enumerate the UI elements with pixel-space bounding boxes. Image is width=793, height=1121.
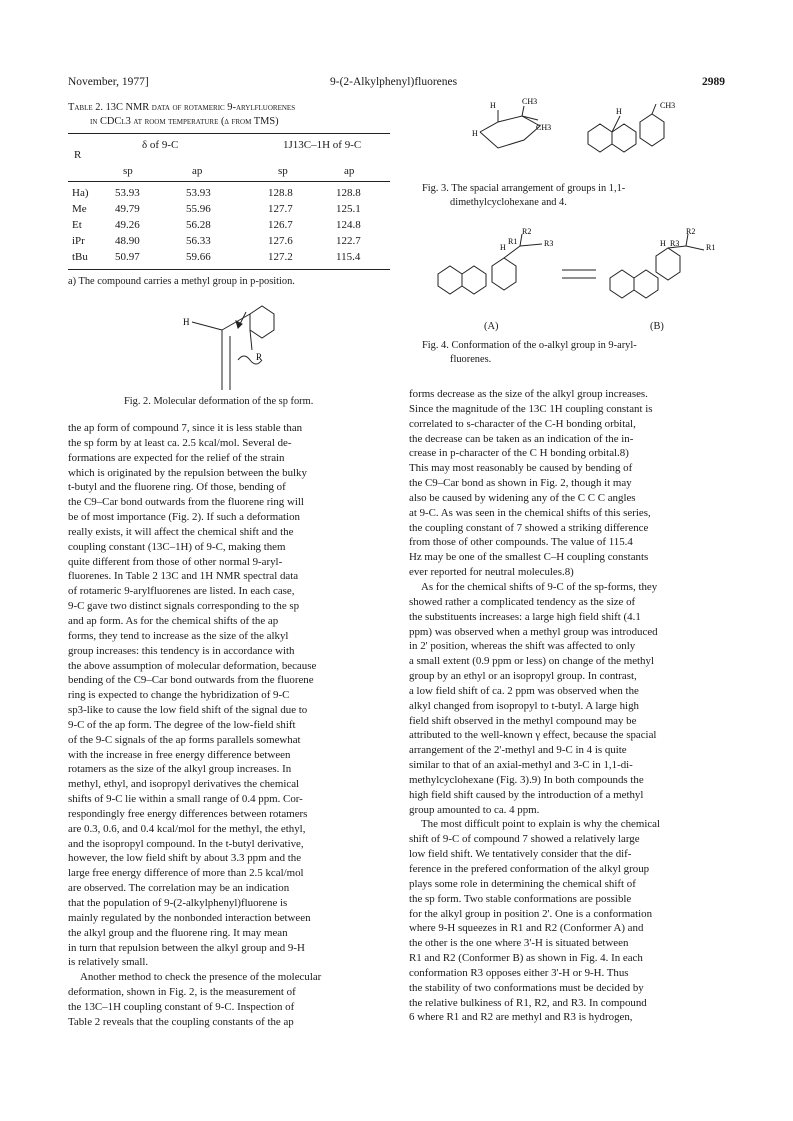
text-line: a small extent (0.9 ppm or less) on change of the methyl	[409, 655, 654, 668]
text-line: ference in the prefered conformation of the alkyl group	[409, 863, 650, 875]
text-line: ring is expected to change the hybridization of 9-C	[68, 689, 290, 702]
cell-delta-sp: 53.93	[115, 187, 140, 199]
text-line: mainly regulated by the nonbonded interaction between	[68, 911, 311, 924]
cell-j-sp: 127.2	[268, 251, 293, 263]
text-line: Hz may be one of the smallest C–H coupling constants	[409, 551, 649, 564]
text-line: plays some role in determining the chemical shift of	[409, 877, 636, 890]
fig4a-alkyl-bond	[504, 246, 520, 258]
text-line: forms, they tend to increase as the size of the alkyl	[68, 629, 289, 642]
fig3-label-h2: H	[472, 129, 478, 138]
text-line: shift of 9-C of compound 7 showed a relatively large	[409, 833, 640, 846]
fig4a-r3-label: R3	[544, 239, 554, 248]
fig3-label-h3: H	[616, 107, 622, 116]
text-line: correlated to s-character of the C-H bonding orbital,	[409, 417, 636, 430]
fig4a-fluorene-left	[438, 266, 462, 294]
text-line: also be caused by widening any of the C C C angles	[409, 491, 636, 504]
text-line: ppm) was observed when a methyl group was introduced	[409, 625, 658, 638]
fig4b-r2-label: R2	[686, 227, 696, 236]
text-line: forms decrease as the size of the alkyl group increases.	[409, 388, 648, 400]
table-top-rule	[68, 133, 390, 134]
text-line: quite different from those of other normal 9-aryl-	[68, 555, 283, 568]
cell-r: tBu	[72, 251, 88, 263]
fig3-drawings	[470, 97, 720, 174]
text-line: showed rather a complicated tendency as the size of	[409, 595, 636, 608]
cell-delta-ap: 53.93	[186, 187, 211, 199]
text-line: alkyl changed from isopropyl to t-butyl. A large high	[409, 699, 639, 712]
text-line: which is originated by the repulsion between the bulky	[68, 466, 307, 479]
text-line: really exists, it will affect the chemical shift and the	[68, 525, 294, 538]
fig4-drawings	[430, 227, 720, 318]
text-line: coupling constant (13C–1H) of 9-C, making them	[68, 540, 286, 553]
text-line: where 9-H squeezes in R1 and R2 (Conformer A) and	[409, 922, 644, 935]
text-line: of rotameric 9-arylfluorenes are listed. In each case,	[68, 585, 295, 598]
text-line: are 0.3, 0.6, and 0.4 kcal/mol for the methyl, the ethyl,	[68, 822, 306, 835]
cell-j-ap: 124.8	[336, 219, 361, 231]
text-line: at 9-C. As was seen in the chemical shifts of this series,	[409, 506, 651, 519]
text-line: bending of the C9–Car bond outwards from the fluorene	[68, 674, 314, 687]
table-row	[68, 187, 390, 203]
cell-j-ap: 122.7	[336, 235, 361, 247]
page-number: 2989	[702, 76, 725, 88]
text-line: conformation R3 opposes either 3'-H or 9-H. Thus	[409, 966, 629, 979]
cell-delta-ap: 56.33	[186, 235, 211, 247]
fig4a-r3-bond	[520, 244, 542, 246]
text-line: Another method to check the presence of the molecular	[80, 971, 322, 984]
text-line: low field shift. We tentatively consider that the dif-	[409, 848, 632, 861]
fig4a-fluorene-right	[462, 266, 486, 294]
fig2-ch-bond	[192, 322, 222, 330]
text-line: 9-C of the ap form. The degree of the low-field shift	[68, 718, 296, 731]
text-line: t-butyl and the fluorene ring. Of those, bending of	[68, 481, 286, 494]
table-row	[68, 251, 390, 267]
text-line: Table 2 reveals that the coupling constants of the ap	[68, 1015, 294, 1028]
fig3-label-ch3c: CH3	[660, 101, 676, 110]
text-line: formations are expected for the relief of the strain	[68, 451, 285, 464]
fig4a-r2-label: R2	[522, 227, 532, 236]
fig4b-h-label: H	[660, 239, 666, 248]
cell-r: Me	[72, 203, 87, 215]
fig4b-fluorene-left	[610, 270, 634, 298]
cell-j-sp: 127.6	[268, 235, 293, 247]
table-footnote: a) The compound carries a methyl group in p-position.	[68, 276, 295, 287]
text-line: group increases: this tendency is in accordance with	[68, 644, 295, 657]
text-line: the C9–Car bond outwards from the fluorene ring will	[68, 496, 304, 509]
cell-delta-ap: 59.66	[186, 251, 211, 263]
table-row	[68, 203, 390, 219]
text-line: field shift observed in the methyl compound may be	[409, 714, 637, 727]
table-r-row	[68, 149, 390, 165]
text-line: the stability of two conformations must be decided by	[409, 981, 644, 994]
right-column-text	[409, 387, 733, 1025]
fig2-caption: Fig. 2. Molecular deformation of the sp form.	[124, 396, 314, 407]
fig2-phenyl-ring	[250, 306, 274, 338]
table-caption-line2: in CDCl3 at room temperature (δ from TMS)	[90, 116, 279, 127]
left-column-text	[68, 421, 390, 1030]
sub-ap-coupling: ap	[344, 165, 355, 177]
text-line: for the alkyl group in position 2'. One is a conformation	[409, 907, 653, 920]
fig2-r-label: R	[256, 352, 263, 362]
fig4b-fluorene-right	[634, 270, 658, 298]
fig4a-h-label: H	[500, 243, 506, 252]
text-line: group amounted to ca. 4 ppm.	[409, 803, 540, 816]
text-line: however, the low field shift by about 3.3 ppm and the	[68, 852, 302, 865]
text-line: be of most importance (Fig. 2). If such a deformation	[68, 511, 300, 524]
fig4a-phenyl-ring	[492, 258, 516, 290]
text-line: the relative bulkiness of R1, R2, and R3. In compound	[409, 996, 647, 1009]
text-line: methyl, ethyl, and isopropyl derivatives the chemical	[68, 778, 300, 791]
text-line: similar to that of an axial-methyl and 3-C in 1,1-di-	[409, 759, 633, 772]
text-line: crease in p-character of the C H bonding orbital.8)	[409, 447, 629, 460]
fig4-caption-line2: fluorenes.	[450, 353, 492, 365]
cell-delta-sp: 49.79	[115, 203, 140, 215]
text-line: a low field shift of ca. 2 ppm was observed when the	[409, 684, 639, 697]
fig4-label-a: (A)	[484, 321, 499, 332]
cell-j-ap: 125.1	[336, 203, 361, 215]
text-line: 6 where R1 and R2 are methyl and R3 is hydrogen,	[409, 1011, 633, 1024]
text-line: in turn that repulsion between the alkyl group and 9-H	[68, 941, 305, 954]
running-title: 9-(2-Alkylphenyl)fluorenes	[330, 76, 458, 88]
fig4b-phenyl-ring	[656, 248, 680, 280]
fig4-caption-line1: Fig. 4. Conformation of the o-alkyl group in 9-aryl-	[422, 340, 637, 351]
header-r: R	[74, 149, 82, 161]
fig3-equatorial-ch3-bond	[522, 116, 538, 120]
text-line: arrangement of the 2'-methyl and 9-C in 4 is quite	[409, 744, 627, 757]
table-row	[68, 219, 390, 235]
text-line: fluorenes. In Table 2 13C and 1H NMR spectral data	[68, 570, 299, 583]
cell-j-ap: 128.8	[336, 187, 361, 199]
fig4b-r1-bond	[686, 246, 704, 250]
text-line: the decrease can be taken as an indication of the in-	[409, 432, 634, 445]
text-line: the above assumption of molecular deformation, because	[68, 659, 317, 672]
header-date: November, 1977]	[68, 76, 149, 88]
header-delta: δ of 9-C	[142, 139, 179, 151]
cell-delta-ap: 55.96	[186, 203, 211, 215]
text-line: that the population of 9-(2-alkylphenyl)fluorene is	[68, 897, 288, 909]
text-line: respondingly free energy differences between rotamers	[68, 807, 308, 820]
cell-j-sp: 128.8	[268, 187, 293, 199]
text-line: and the isopropyl compound. In the t-butyl derivative,	[68, 837, 304, 850]
fig3-fluorene-ring-right	[612, 124, 636, 152]
fig4a-r1-label: R1	[508, 237, 518, 246]
text-line: 9-C gave two distinct signals corresponding to the sp	[68, 600, 300, 613]
text-line: high field shift caused by the introduction of a methyl	[409, 788, 644, 801]
fig3-caption-line1: Fig. 3. The spacial arrangement of groups in 1,1-	[422, 183, 626, 194]
text-line: deformation, shown in Fig. 2, is the measurement of	[68, 986, 296, 999]
sub-ap-delta: ap	[192, 165, 203, 177]
header-coupling: 1J13C–1H of 9-C	[283, 139, 362, 151]
text-line: shifts of 9-C lie within a small range of 0.4 ppm. Cor-	[68, 793, 303, 806]
table-caption-line1: Table 2. 13C NMR data of rotameric 9-arylfluorenes	[68, 102, 296, 113]
text-line: sp3-like to cause the low field shift of the signal due to	[68, 704, 308, 717]
text-line: methylcyclohexane (Fig. 3).9) In both compounds the	[409, 773, 644, 786]
cell-delta-sp: 49.26	[115, 219, 140, 231]
text-line: As for the chemical shifts of 9-C of the sp-forms, they	[421, 580, 658, 593]
fig4-label-b: (B)	[650, 321, 664, 332]
text-line: and ap form. As for the chemical shifts of the ap	[68, 614, 279, 627]
text-line: the 13C–1H coupling constant of 9-C. Inspection of	[68, 1000, 295, 1013]
fig2-h-label: H	[183, 317, 190, 327]
text-line: rotamers as the size of the alkyl group increases. In	[68, 763, 292, 776]
fig4b-r3-label: R3	[670, 239, 680, 248]
text-line: R1 and R2 (Conformer B) as shown in Fig. 4. In each	[409, 952, 643, 965]
text-line: in 2' position, whereas the shift was affected to only	[409, 640, 636, 653]
fig4-caption	[422, 339, 637, 366]
cell-delta-sp: 50.97	[115, 251, 140, 263]
text-line: from those of other compounds. The value of 115.4	[409, 536, 633, 549]
cell-delta-ap: 56.28	[186, 219, 211, 231]
fig3-fluorene-ring-left	[588, 124, 612, 152]
table-mid-rule	[68, 181, 390, 182]
fig3-cyclohexane-ring	[480, 116, 540, 148]
cell-j-sp: 127.7	[268, 203, 293, 215]
fig3-caption	[422, 182, 625, 209]
table-caption	[68, 101, 390, 129]
text-line: the alkyl group and the fluorene ring. It may mean	[68, 926, 288, 939]
cell-j-sp: 126.7	[268, 219, 293, 231]
text-line: the coupling constant of 7 showed a striking difference	[409, 521, 649, 534]
text-line: the C9–Car bond as shown in Fig. 2, though it may	[409, 477, 632, 490]
text-line: with the increase in free energy difference between	[68, 748, 291, 761]
text-line: group by an ethyl or an isopropyl group. In contrast,	[409, 670, 637, 683]
text-line: attributed to the well-known γ effect, because the spacial	[409, 729, 657, 742]
text-line: the other is the one where 3'-H is situated between	[409, 937, 629, 950]
cell-j-ap: 115.4	[336, 251, 361, 263]
sub-sp-coupling: sp	[278, 165, 288, 177]
text-line: is relatively small.	[68, 956, 149, 969]
text-line: the substituents increases: a large high field shift (4.1	[409, 610, 641, 623]
table-bottom-rule	[68, 269, 390, 270]
text-line: The most difficult point to explain is why the chemical	[421, 818, 661, 831]
fig2-molecule-drawing	[180, 300, 290, 390]
fig3-label-h1: H	[490, 101, 496, 110]
table-row	[68, 235, 390, 251]
text-line: Since the magnitude of the 13C 1H coupling constant is	[409, 402, 653, 415]
text-line: the sp form by at least ca. 2.5 kcal/mol. Several de-	[68, 436, 292, 449]
cell-delta-sp: 48.90	[115, 235, 140, 247]
text-line: of the 9-C signals of the ap forms parallels somewhat	[68, 733, 301, 746]
cell-r: Ha)	[72, 187, 89, 199]
fig3-label-ch3a: CH3	[522, 97, 538, 106]
cell-r: Et	[72, 219, 82, 231]
text-line: This may most reasonably be caused by bending of	[409, 462, 633, 475]
text-line: are observed. The correlation may be an indication	[68, 882, 290, 895]
text-line: the sp form. Two stable conformations are possible	[409, 892, 632, 905]
text-line: ever reported for neutral molecules.8)	[409, 566, 574, 579]
fig4b-r1-label: R1	[706, 243, 716, 252]
table-subheader-row	[68, 165, 390, 181]
fig3-phenyl-ring	[640, 114, 664, 146]
fig3-axial-ch3-bond	[522, 106, 524, 116]
fig3-label-ch3b: CH3	[536, 123, 552, 132]
fig3-caption-line2: dimethylcyclohexane and 4.	[450, 196, 567, 208]
fig3-methyl-bond	[652, 104, 656, 114]
sub-sp-delta: sp	[123, 165, 133, 177]
text-line: large free energy difference of more than 2.5 kcal/mol	[68, 867, 304, 880]
cell-r: iPr	[72, 235, 85, 247]
text-line: the ap form of compound 7, since it is less stable than	[68, 422, 303, 434]
fig2-r-bond	[250, 330, 252, 350]
